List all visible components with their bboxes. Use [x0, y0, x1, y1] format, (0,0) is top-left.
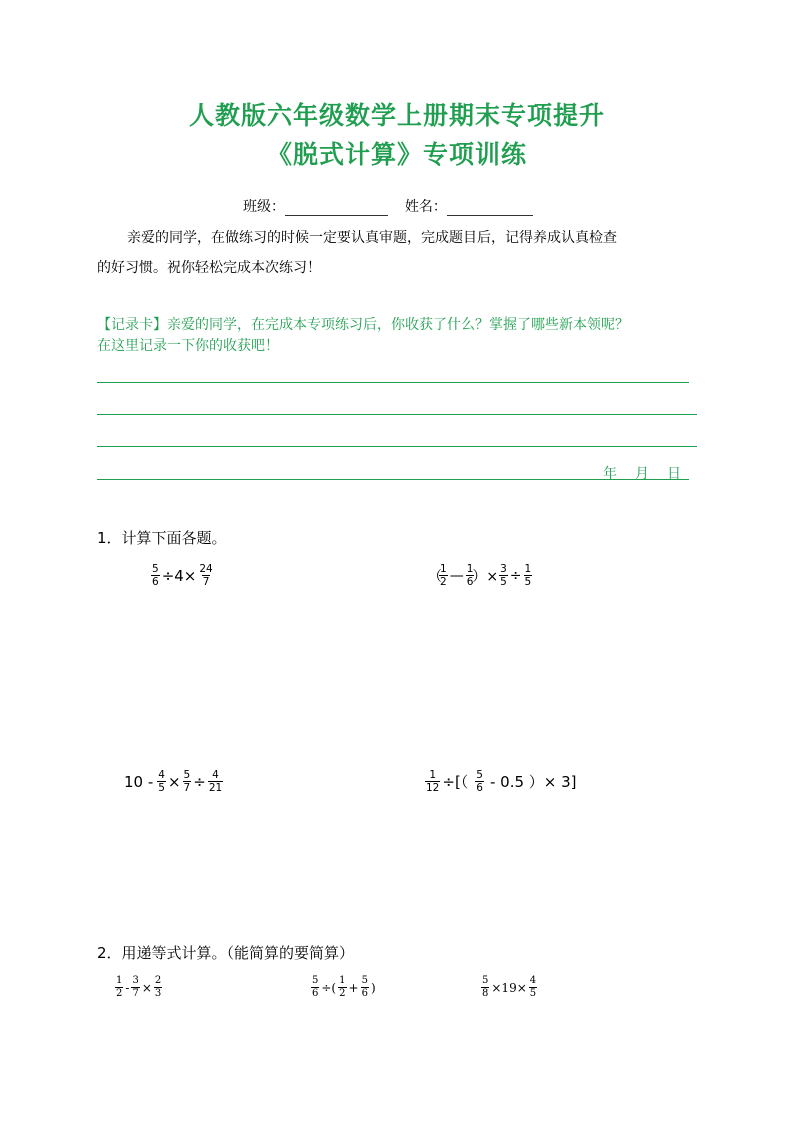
right-paren: ）× [472, 568, 499, 585]
left-paren: （ [428, 568, 442, 585]
problem-4 [424, 769, 577, 794]
fraction: $\frac{4}{5}$ [529, 975, 537, 999]
fraction: $\frac{1}{2}$ [339, 975, 346, 999]
record-card-line-2: 在这里记录一下你的收获吧！ [97, 338, 279, 354]
class-field[interactable] [285, 201, 388, 216]
date-row [603, 463, 681, 483]
operator: - [125, 980, 130, 995]
fraction: $\frac{5}{6}$ [312, 975, 319, 999]
fraction: $\frac{5}{6}$ [152, 563, 159, 588]
fraction: $\frac{3}{7}$ [132, 975, 139, 999]
problem-2-3 [480, 975, 538, 1000]
intro-line-1: 亲爱的同学，在做练习的时候一定要认真审题，完成题目后，记得养成认真检查 [127, 230, 617, 246]
operator: ×19× [491, 980, 527, 995]
fraction: $\frac{4}{5}$ [158, 769, 165, 794]
record-line-2[interactable] [97, 414, 697, 415]
operator: ) [370, 980, 376, 995]
fraction: $\frac{1}{2}$ [440, 563, 447, 588]
record-card-text: 亲爱的同学，在完成本专项练习后，你收获了什么？掌握了哪些新本领呢？ [167, 317, 629, 333]
fraction: $\frac{3}{5}$ [500, 563, 507, 588]
problem-2-2 [310, 975, 377, 1000]
operator: × [141, 980, 152, 995]
operator: - 0.5 ）× 3] [489, 773, 577, 791]
fraction: $\frac{5}{6}$ [476, 769, 483, 794]
intro-line-2: 的好习惯。祝你轻松完成本次练习！ [97, 260, 321, 276]
problem-2-1 [114, 975, 163, 1000]
fraction: $\frac{1}{12}$ [426, 769, 440, 794]
operator: ÷[（ [442, 773, 469, 791]
page-subtitle: 《脱式计算》专项训练 [266, 140, 527, 169]
record-line-4[interactable] [97, 479, 689, 480]
fraction: $\frac{24}{7}$ [199, 563, 213, 588]
record-card-tag: 【记录卡】 [97, 317, 167, 333]
operator: — [449, 567, 464, 584]
operator: + [348, 980, 359, 995]
section-1-title: 1．计算下面各题。 [97, 529, 227, 547]
operator: ÷ [193, 772, 206, 791]
fraction: $\frac{1}{2}$ [116, 975, 123, 999]
section-2-title: 2．用递等式计算。（能简算的要简算） [97, 944, 355, 962]
fraction: $\frac{4}{21}$ [208, 769, 223, 794]
operator: ÷ [509, 567, 522, 584]
fraction: $\frac{5}{6}$ [361, 975, 368, 999]
date-year: 年 [603, 466, 617, 482]
record-line-1[interactable] [97, 382, 689, 383]
date-day: 日 [667, 466, 681, 482]
fraction: $\frac{1}{5}$ [524, 563, 532, 588]
student-info-row [243, 196, 533, 216]
operator: ÷( [321, 980, 337, 995]
problem-1 [150, 563, 215, 588]
page-title: 人教版六年级数学上册期末专项提升 [188, 101, 605, 130]
fraction: $\frac{5}{8}$ [482, 975, 489, 999]
record-line-3[interactable] [97, 446, 697, 447]
operator: × [167, 772, 181, 791]
class-label: 班级： [243, 199, 285, 215]
problem-3 [124, 769, 224, 794]
name-label: 姓名： [404, 199, 447, 215]
fraction: $\frac{1}{6}$ [466, 563, 474, 588]
date-month: 月 [635, 466, 649, 482]
fraction: $\frac{2}{3}$ [154, 975, 162, 999]
name-field[interactable] [447, 201, 533, 216]
operand: 10 - [124, 772, 154, 791]
problem-2 [428, 563, 533, 588]
operator: ÷4× [161, 566, 197, 585]
fraction: $\frac{5}{7}$ [183, 769, 191, 794]
